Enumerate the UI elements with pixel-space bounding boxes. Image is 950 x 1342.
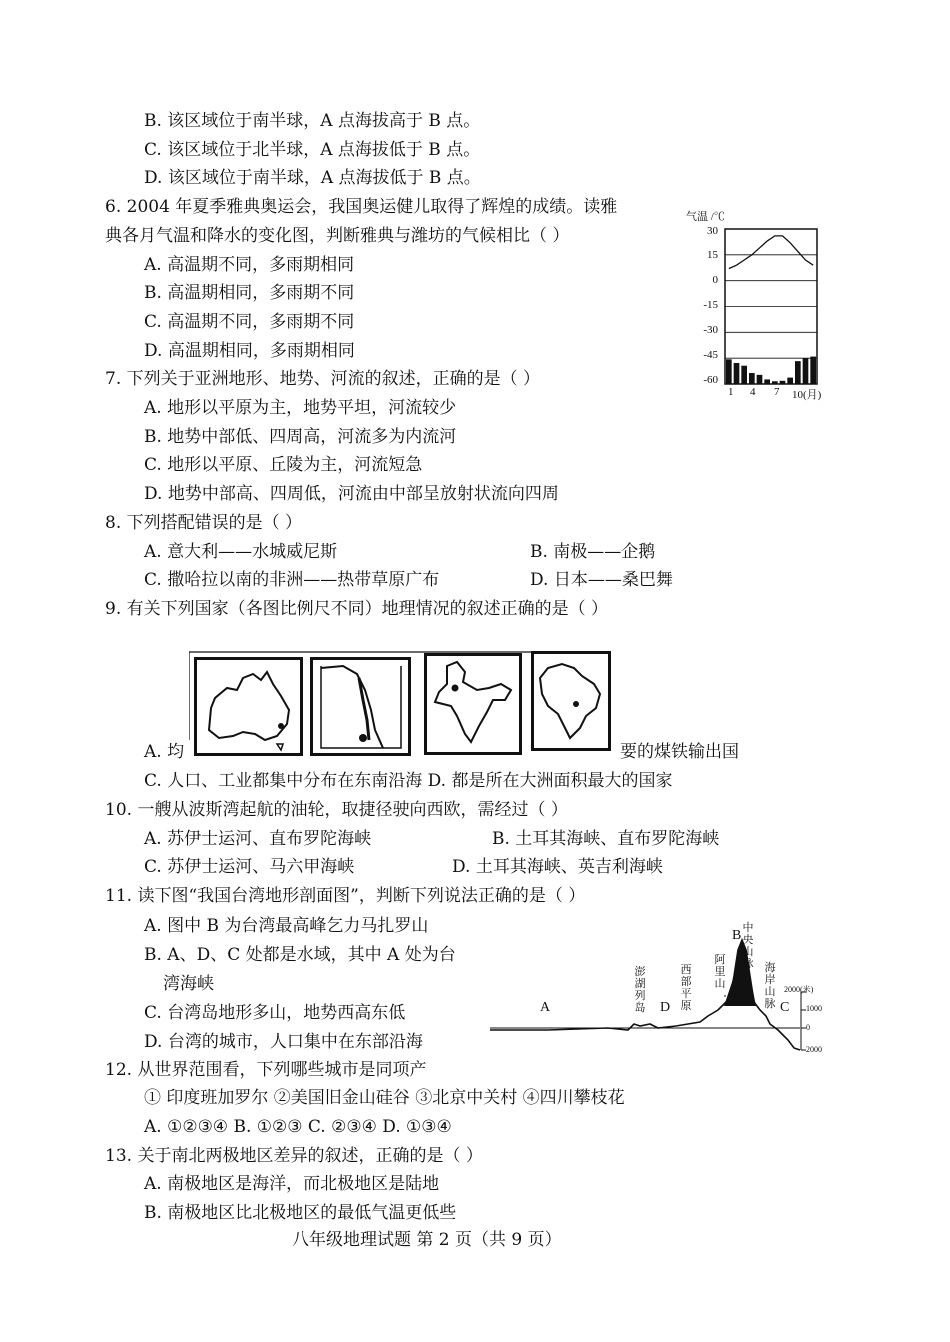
q13-option-a: A. 南极地区是海洋，而北极地区是陆地 bbox=[144, 1174, 440, 1194]
precip-bar bbox=[734, 363, 740, 384]
q5-option-c: C. 该区域位于北半球，A 点海拔低于 B 点。 bbox=[144, 140, 481, 160]
q8-option-d: D. 日本——桑巴舞 bbox=[530, 570, 673, 590]
taiwan-profile bbox=[488, 920, 848, 1060]
climate-x-tick: 4 bbox=[750, 386, 756, 398]
q9-option-a-left: A. 均 bbox=[144, 742, 185, 762]
label-alishan: 阿 里 山 bbox=[714, 954, 726, 990]
climate-x-tick: 7 bbox=[774, 386, 780, 398]
q9-option-a-right: 要的煤铁输出国 bbox=[620, 742, 739, 762]
climate-chart bbox=[686, 208, 832, 401]
page-footer: 八年级地理试题 第 2 页（共 9 页） bbox=[292, 1230, 562, 1250]
profile-label-d: D bbox=[660, 1000, 671, 1015]
climate-y-tick: -60 bbox=[703, 374, 718, 386]
brazil-map bbox=[531, 651, 611, 751]
precip-bar bbox=[810, 357, 816, 384]
q9-option-c: C. 人口、工业都集中分布在东南沿海 D. 都是所在大洲面积最大的国家 bbox=[144, 771, 673, 791]
label-haian-shanmai: 海 岸 山 脉 bbox=[764, 962, 776, 1010]
q11-option-c: C. 台湾岛地形多山，地势西高东低 bbox=[144, 1003, 406, 1023]
label-zhongyang-shanmai: 中 央 山 脉 bbox=[742, 922, 754, 970]
q10-option-c: C. 苏伊士运河、马六甲海峡 bbox=[144, 857, 355, 877]
q5-option-b: B. 该区域位于南半球，A 点海拔高于 B 点。 bbox=[144, 111, 481, 131]
q6-option-d: D. 高温期相同，多雨期相同 bbox=[144, 341, 355, 361]
q6-stem-line1: 6. 2004 年夏季雅典奥运会，我国奥运健儿取得了辉煌的成绩。读雅 bbox=[105, 197, 618, 217]
q6-stem-line2: 典各月气温和降水的变化图，判断雅典与潍坊的气候相比（ ） bbox=[105, 226, 570, 246]
label-xibu-pingyuan: 西 部 平 原 bbox=[680, 964, 692, 1012]
q10-option-b: B. 土耳其海峡、直布罗陀海峡 bbox=[492, 829, 720, 849]
q7-option-c: C. 地形以平原、丘陵为主，河流短急 bbox=[144, 455, 423, 475]
climate-x-tick: 1 bbox=[728, 386, 734, 398]
precip-bar bbox=[757, 375, 763, 384]
precip-bar bbox=[741, 366, 747, 384]
india-map bbox=[424, 653, 522, 755]
q11-option-b-line2: 湾海峡 bbox=[163, 974, 214, 994]
q7-stem: 7. 下列关于亚洲地形、地势、河流的叙述，正确的是（ ） bbox=[105, 369, 541, 389]
scale-1000: 1000 bbox=[806, 1004, 822, 1013]
precip-bar bbox=[795, 361, 801, 384]
q6-option-c: C. 高温期不同，多雨期不同 bbox=[144, 312, 355, 332]
q5-option-d: D. 该区域位于南半球，A 点海拔低于 B 点。 bbox=[144, 168, 481, 188]
scale-0: 0 bbox=[806, 1023, 810, 1032]
climate-y-label: 气温 /℃ bbox=[686, 211, 725, 223]
precip-bar bbox=[787, 378, 793, 384]
climate-x-tick: 10(月) bbox=[792, 389, 822, 401]
q6-option-a: A. 高温期不同，多雨期相同 bbox=[144, 255, 355, 275]
climate-y-tick: -45 bbox=[703, 349, 718, 361]
q7-option-d: D. 地势中部高、四周低，河流由中部呈放射状流向四周 bbox=[144, 484, 559, 504]
climate-y-tick: 15 bbox=[707, 249, 718, 261]
q11-option-b-line1: B. A、D、C 处都是水域，其中 A 处为台 bbox=[144, 945, 456, 965]
precip-bar bbox=[803, 358, 809, 384]
q8-option-a: A. 意大利——水城威尼斯 bbox=[144, 542, 338, 562]
scale-top: 2000(米) bbox=[784, 985, 814, 994]
precip-bar bbox=[772, 381, 778, 384]
profile-label-c: C bbox=[780, 1000, 790, 1015]
q10-option-a: A. 苏伊士运河、直布罗陀海峡 bbox=[144, 829, 372, 849]
q13-option-b: B. 南极地区比北极地区的最低气温更低些 bbox=[144, 1203, 457, 1223]
q6-option-b: B. 高温期相同，多雨期不同 bbox=[144, 283, 355, 303]
profile-label-a: A bbox=[540, 1000, 551, 1015]
q12-stem: 12. 从世界范围看，下列哪些城市是同项产 bbox=[105, 1060, 427, 1080]
q11-option-a: A. 图中 B 为台湾最高峰乞力马扎罗山 bbox=[144, 916, 429, 936]
q12-items: ① 印度班加罗尔 ②美国旧金山硅谷 ③北京中关村 ④四川攀枝花 bbox=[144, 1088, 625, 1108]
q7-option-b: B. 地势中部低、四周高，河流多为内流河 bbox=[144, 427, 457, 447]
q8-option-b: B. 南极——企鹅 bbox=[530, 542, 656, 562]
scale-bottom: 2000 bbox=[806, 1045, 822, 1054]
q7-option-a: A. 地形以平原为主，地势平坦，河流较少 bbox=[144, 398, 457, 418]
precip-bar bbox=[780, 381, 786, 384]
egypt-outline bbox=[313, 660, 408, 753]
climate-y-tick: -15 bbox=[703, 299, 718, 311]
q13-stem: 13. 关于南北两极地区差异的叙述，正确的是（ ） bbox=[105, 1146, 483, 1166]
climate-y-tick: 0 bbox=[712, 274, 718, 286]
q8-stem: 8. 下列搭配错误的是（ ） bbox=[105, 513, 303, 533]
q8-option-c: C. 撒哈拉以南的非洲——热带草原广布 bbox=[144, 570, 440, 590]
australia-map bbox=[194, 657, 303, 756]
q12-options: A. ①②③④ B. ①②③ C. ②③④ D. ①③④ bbox=[144, 1117, 452, 1137]
australia-outline bbox=[197, 660, 300, 753]
q11-option-d: D. 台湾的城市，人口集中在东部沿海 bbox=[144, 1032, 423, 1052]
climate-y-tick: -30 bbox=[703, 324, 718, 336]
egypt-map bbox=[310, 657, 411, 756]
q9-stem: 9. 有关下列国家（各图比例尺不同）地理情况的叙述正确的是（ ） bbox=[105, 599, 609, 619]
q10-option-d: D. 土耳其海峡、英吉利海峡 bbox=[452, 857, 663, 877]
q11-stem: 11. 读下图“我国台湾地形剖面图”，判断下列说法正确的是（ ） bbox=[105, 886, 586, 906]
india-outline bbox=[427, 656, 519, 752]
temperature-line bbox=[729, 236, 813, 269]
precip-bar bbox=[764, 379, 770, 384]
label-penghu: 澎 湖 列 岛 bbox=[634, 966, 646, 1014]
climate-y-tick: 30 bbox=[707, 225, 718, 237]
profile-label-b: B bbox=[732, 928, 742, 943]
precip-bar bbox=[749, 373, 755, 384]
q10-stem: 10. 一艘从波斯湾起航的油轮，取捷径驶向西欧，需经过（ ） bbox=[105, 800, 568, 820]
brazil-outline bbox=[534, 654, 608, 748]
precip-bar bbox=[726, 359, 732, 384]
